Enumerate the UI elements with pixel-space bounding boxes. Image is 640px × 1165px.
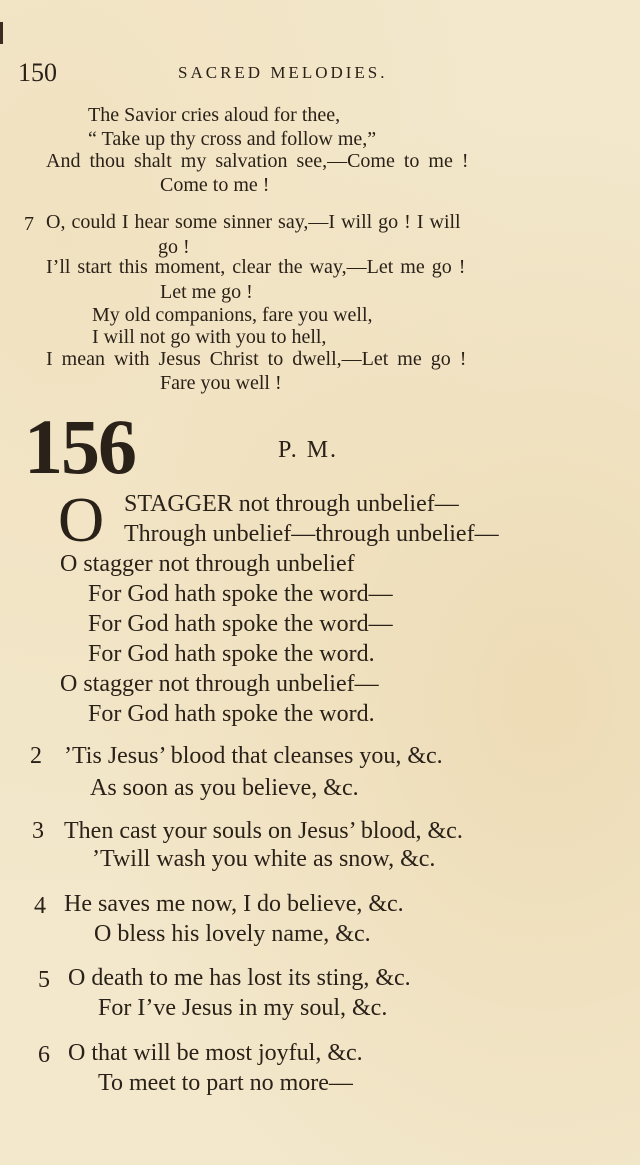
verse-line: Then cast your souls on Jesus’ blood, &c.	[64, 818, 463, 844]
prev-line: “ Take up thy cross and follow me,”	[88, 128, 377, 150]
page-edge-mark	[0, 22, 3, 44]
drop-cap-initial: O	[58, 484, 105, 555]
prev-line: And thou shalt my salvation see,—Come to me !	[46, 150, 469, 172]
verse7-line: go !	[158, 236, 190, 258]
verse7-line: I mean with Jesus Christ to dwell,—Let me go !	[46, 348, 467, 370]
verse-line: To meet to part no more—	[98, 1070, 353, 1096]
verse1-line: O stagger not through unbelief—	[60, 671, 379, 697]
verse-line: For I’ve Jesus in my soul, &c.	[98, 995, 388, 1021]
verse7-line: My old companions, fare you well,	[92, 304, 373, 326]
verse1-line: Through unbelief—through unbelief—	[124, 521, 499, 547]
verse-line: O that will be most joyful, &c.	[68, 1040, 363, 1066]
verse1-line: O stagger not through unbelief	[60, 551, 355, 577]
verse7-line: Fare you well !	[160, 372, 282, 394]
running-head: SACRED MELODIES.	[178, 63, 388, 82]
verse-number: 6	[38, 1042, 50, 1068]
hymn-number: 156	[24, 403, 135, 490]
verse1-line: For God hath spoke the word—	[88, 611, 393, 637]
verse-line: As soon as you believe, &c.	[90, 775, 359, 801]
verse-number: 2	[30, 743, 42, 769]
verse-number: 7	[24, 213, 34, 235]
verse-line: ’Twill wash you white as snow, &c.	[92, 846, 436, 872]
verse-number: 5	[38, 967, 50, 993]
page-number: 150	[18, 58, 57, 87]
verse-line: He saves me now, I do believe, &c.	[64, 891, 404, 917]
verse-line: ’Tis Jesus’ blood that cleanses you, &c.	[64, 743, 443, 769]
verse-number: 4	[34, 893, 46, 919]
verse-number: 3	[32, 818, 44, 844]
verse1-line: For God hath spoke the word.	[88, 641, 375, 667]
verse7-line: Let me go !	[160, 281, 253, 303]
hymn-meter: P. M.	[278, 437, 339, 463]
verse-line: O death to me has lost its sting, &c.	[68, 965, 411, 991]
verse7-line: I will not go with you to hell,	[92, 326, 327, 348]
verse7-line: I’ll start this moment, clear the way,—Let me go !	[46, 256, 466, 278]
verse1-line: For God hath spoke the word—	[88, 581, 393, 607]
verse1-line: For God hath spoke the word.	[88, 701, 375, 727]
prev-line: The Savior cries aloud for thee,	[88, 104, 341, 126]
verse-line: O bless his lovely name, &c.	[94, 921, 371, 947]
verse1-line: STAGGER not through unbelief—	[124, 491, 459, 517]
prev-line: Come to me !	[160, 174, 270, 196]
verse7-line: O, could I hear some sinner say,—I will go ! I will	[46, 211, 461, 233]
